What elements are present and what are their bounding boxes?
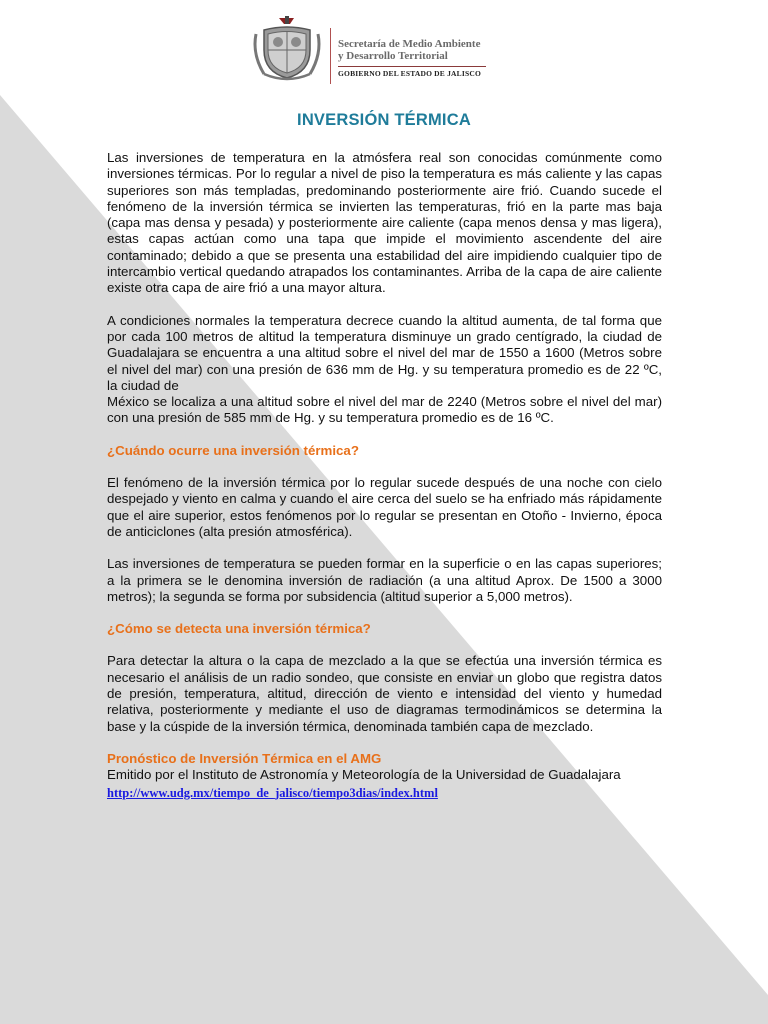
heading-when-occurs: ¿Cuándo ocurre una inversión térmica? xyxy=(107,442,359,458)
jalisco-coat-of-arms-icon xyxy=(250,14,324,82)
letterhead xyxy=(250,14,510,84)
header-divider xyxy=(330,28,331,84)
paragraph-when-occurs: El fenómeno de la inversión térmica por lo regular sucede después de una noche con cielo despejado y viento en calma y cuando el aire cerca del suelo se ha enfriado más rápidamente que el aire superior, estos fenómenos por lo regular se presentan en Otoño - Invierno, época de anticiclones (alta presión atmosférica). xyxy=(107,475,662,539)
forecast-link[interactable]: http://www.udg.mx/tiempo_de_jalisco/tiempo3dias/index.html xyxy=(107,785,438,800)
header-rule xyxy=(338,66,486,67)
paragraph-detection: Para detectar la altura o la capa de mezclado a la que se efectúa una inversión térmica es necesario el análisis de un radio sondeo, que consiste en enviar un globo que registra datos de presión, temperatura, altitud, dirección de viento e intensidad del viento y humedad relativa, posteriormente y mediante el uso de diagramas termodinámicos se determina la base y la cúspide de la inversión térmica, denominada también capa de mezclado. xyxy=(107,653,662,734)
forecast-source: Emitido por el Instituto de Astronomía y Meteorología de la Universidad de Guadalajara xyxy=(107,767,621,783)
agency-name-block xyxy=(338,38,513,78)
paragraph-guadalajara-text: A condiciones normales la temperatura decrece cuando la altitud aumenta, de tal forma que por cada 100 metros de altitud la temperatura disminuye un grado centígrado, la ciudad de Guadalajara se encuentra a una altitud sobre el nivel del mar de 1550 a 1600 (Metros sobre el nivel del mar) con una presión de 636 mm de Hg. y su temperatura promedio es de 22 ºC, la ciudad de xyxy=(107,312,662,393)
paragraph-inversion-types: Las inversiones de temperatura se pueden formar en la superficie o en las capas superiores; a la primera se le denomina inversión de radiación (a una altitud Aprox. De 1500 a 3000 metros); la segunda se forma por subsidencia (altitud superior a 5,000 metros). xyxy=(107,556,662,604)
agency-name-line1: Secretaría de Medio Ambiente xyxy=(338,38,481,50)
paragraph-intro: Las inversiones de temperatura en la atmósfera real son conocidas comúnmente como inversiones térmicas. Por lo regular a nivel de piso la temperatura es más caliente y las capas superiores son más templadas, predominando posteriormente aire frió. Cuando sucede el fenómeno de la inversión térmica se invierten las temperaturas, frió en la parte mas baja (capa mas densa y pesada) y posteriormente aire caliente (capa menos densa y mas ligera), estas capas actúan como una tapa que impide el movimiento ascendente del aire contaminado; debido a que se presenta una estabilidad del aire impidiendo cualquier tipo de intercambio vertical quedando atrapados los contaminantes. Arriba de la capa de aire caliente existe otra capa de aire frió a una mayor altura. xyxy=(107,150,662,296)
heading-forecast: Pronóstico de Inversión Térmica en el AMG xyxy=(107,750,382,766)
heading-how-detected: ¿Cómo se detecta una inversión térmica? xyxy=(107,621,371,637)
paragraph-normal-conditions xyxy=(107,313,662,427)
government-name: GOBIERNO DEL ESTADO DE JALISCO xyxy=(338,69,481,78)
page-title: INVERSIÓN TÉRMICA xyxy=(297,111,471,129)
paragraph-mexico-text: México se localiza a una altitud sobre el nivel del mar de 2240 (Metros sobre el nivel del mar) con una presión de 585 mm de Hg. y su temperatura promedio es de 16 ºC. xyxy=(107,394,662,426)
agency-name-line2: y Desarrollo Territorial xyxy=(338,50,448,62)
document-body xyxy=(107,150,662,802)
